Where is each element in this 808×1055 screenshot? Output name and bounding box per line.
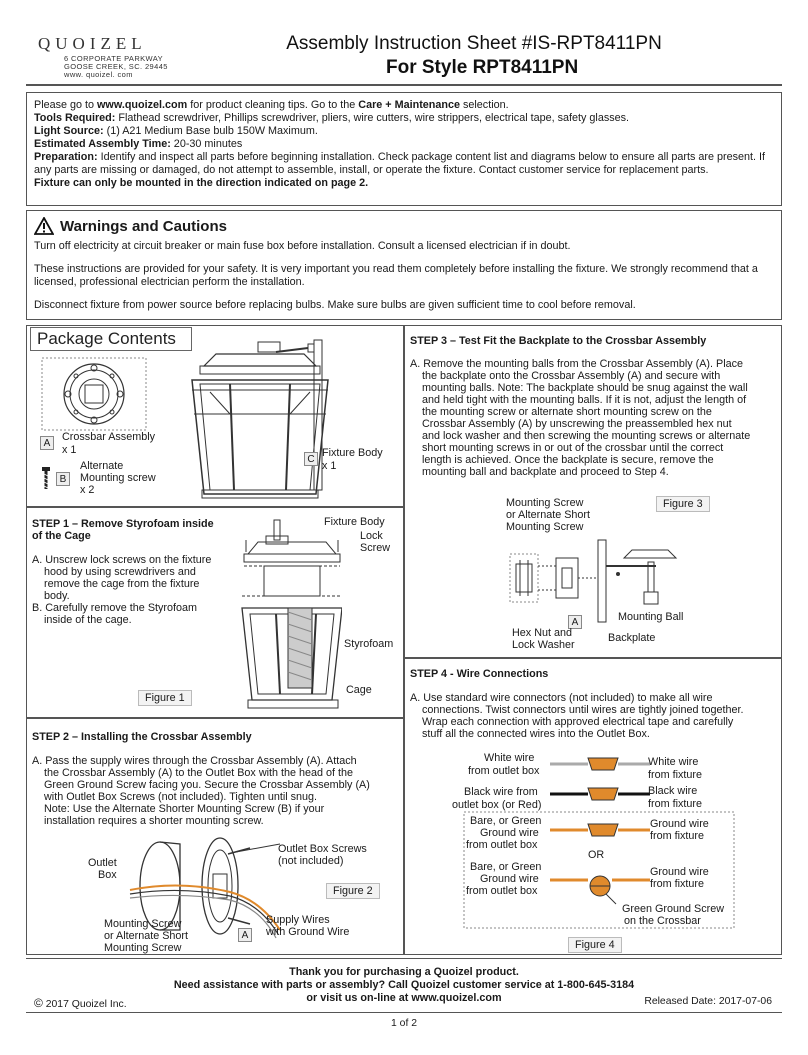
time-label: Estimated Assembly Time:: [34, 138, 171, 150]
step2-title: STEP 2 – Installing the Crossbar Assembly: [32, 731, 252, 743]
black-wire-fixture-label-1: Black wire: [648, 785, 698, 797]
step2-text-1: A. Pass the supply wires through the Crossbar Assembly (A). Attach: [32, 755, 357, 767]
black-wire-outlet-label-2: outlet box (or Red): [452, 799, 542, 811]
website-link[interactable]: www.quoizel.com: [97, 99, 188, 111]
ground2-outlet-label-1: Bare, or Green: [470, 861, 542, 873]
ground2-outlet-label-3: from outlet box: [466, 885, 538, 897]
step1-title-1: STEP 1 – Remove Styrofoam inside: [32, 518, 214, 530]
white-wire-fixture-label-1: White wire: [648, 756, 699, 768]
supply-wires-label-2: with Ground Wire: [266, 926, 350, 938]
step3-text-7: and lock washer and then screwing the mounting screws or alternate: [422, 430, 751, 442]
hex-nut-label-2: Lock Washer: [512, 639, 575, 651]
part-b-label-2: Mounting screw: [80, 472, 156, 484]
part-c-label: Fixture Body: [322, 447, 383, 459]
step1-text-a2: hood by using screwdrivers and: [44, 566, 196, 578]
ground2-fixture-label-1: Ground wire: [650, 866, 709, 878]
crossbar-assembly-illustration: [40, 356, 150, 436]
ground1-outlet-label-1: Bare, or Green: [470, 815, 542, 827]
figure-4-caption: Figure 4: [568, 937, 622, 953]
warning-text-2: These instructions are provided for your safety. It is very important you read them completely before installing the fixture. We strongly recommend that a licensed, professional electrician perform the installation.: [34, 263, 758, 288]
ground2-outlet-label-2: Ground wire: [480, 873, 539, 885]
green-ground-screw-label-2: on the Crossbar: [624, 915, 701, 927]
step3-text-6: Crossbar Assembly (A) by unscrewing the preassembled hex nut: [422, 418, 732, 430]
step2-part-a-letter: A: [238, 928, 252, 942]
time-line: [34, 138, 774, 151]
step4-text-2: connections. Twist connectors until wires are tightly joined together.: [422, 704, 744, 716]
prep-line: [34, 151, 774, 177]
figure-3-caption: Figure 3: [656, 496, 710, 512]
light-line: [34, 125, 774, 138]
ground1-fixture-label-1: Ground wire: [650, 818, 709, 830]
step4-text-1: A. Use standard wire connectors (not included) to make all wire: [410, 692, 713, 704]
part-b-qty: x 2: [80, 484, 95, 496]
cage-label: Cage: [346, 684, 372, 696]
care-post: selection.: [460, 99, 509, 111]
white-wire-outlet-label-1: White wire: [484, 752, 535, 764]
outlet-box-screws-label-1: Outlet Box Screws: [278, 843, 367, 855]
step3-text-10: mounting ball and backplate and proceed to Step 4.: [422, 466, 669, 478]
step2-text-2: the Crossbar Assembly (A) to the Outlet Box with the head of the: [44, 767, 354, 779]
ground1-outlet-label-2: Ground wire: [480, 827, 539, 839]
white-wire-outlet-label-2: from outlet box: [468, 765, 540, 777]
footer-visit: or visit us on-line at www.quoizel.com: [306, 992, 502, 1004]
warning-icon: [34, 217, 54, 235]
step1-text-b1: B. Carefully remove the Styrofoam: [32, 602, 198, 614]
part-c-letter: C: [304, 452, 318, 466]
step2-text-4: with Outlet Box Screws (not included). Tighten until snug.: [44, 791, 318, 803]
supply-wires-label-1: Supply Wires: [266, 914, 330, 926]
part-b-letter: B: [56, 472, 70, 486]
outlet-box-label-1: Outlet: [88, 857, 117, 869]
step3-title: STEP 3 – Test Fit the Backplate to the Crossbar Assembly: [410, 335, 707, 347]
mounting-screw-label-1: Mounting Screw: [506, 497, 584, 509]
tools-line: [34, 112, 774, 125]
styrofoam-label: Styrofoam: [344, 638, 394, 650]
care-section: Care + Maintenance: [358, 99, 460, 111]
step3-text-8: short mounting screws in or out of the crossbar until the correct: [422, 442, 724, 454]
page-subtitle: For Style RPT8411PN: [386, 57, 579, 78]
care-mid: for product cleaning tips. Go to the: [187, 99, 359, 111]
copyright-icon: ©: [34, 996, 43, 1010]
mounting-screw-label-1: Mounting Screw: [104, 918, 182, 930]
intro-box: [26, 92, 782, 206]
lock-screw-label-2: Screw: [360, 542, 390, 554]
warning-text-3: Disconnect fixture from power source before replacing bulbs. Make sure bulbs are given sufficient time to cool before removal.: [34, 299, 636, 311]
page-number: 1 of 2: [391, 1018, 417, 1029]
step1-text-a3: remove the cage from the fixture: [44, 578, 200, 590]
mounting-screw-label-3: Mounting Screw: [506, 521, 584, 533]
fixture-body-illustration: [186, 332, 332, 502]
mounting-ball-label: Mounting Ball: [618, 611, 684, 623]
figure-2-caption: Figure 2: [326, 883, 380, 899]
warnings-heading: [34, 217, 774, 235]
black-wire-outlet-label-1: Black wire from: [464, 786, 538, 798]
time-text: 20-30 minutes: [170, 138, 243, 150]
tools-text: Flathead screwdriver, Phillips screwdriver, pliers, wire cutters, wire strippers, electrical tape, safety glasses.: [115, 112, 630, 124]
direction-note: Fixture can only be mounted in the direction indicated on page 2.: [34, 177, 369, 189]
step3-text-2: the backplate onto the Crossbar Assembly (A) and secure with: [422, 370, 721, 382]
step2-text-3: Green Ground Screw facing you. Secure the Crossbar Assembly (A): [44, 779, 370, 791]
footer-thanks: Thank you for purchasing a Quoizel product.: [289, 966, 519, 978]
outlet-box-label-2: Box: [98, 869, 117, 881]
step4-text-4: stuff all the connected wires into the Outlet Box.: [422, 728, 650, 740]
footer-assistance: Need assistance with parts or assembly? Call Quoizel customer service at 1-800-645-3184: [173, 979, 635, 991]
mounting-screw-label-3: Mounting Screw: [104, 942, 182, 954]
address-line-1: 6 CORPORATE PARKWAY: [64, 54, 164, 63]
warnings-box: [26, 210, 782, 320]
part-b-label-1: Alternate: [80, 460, 124, 472]
hex-nut-label-1: Hex Nut and: [512, 627, 573, 639]
step4-title: STEP 4 - Wire Connections: [410, 668, 549, 680]
care-pre: Please go to: [34, 99, 98, 111]
lock-screw-label-1: Lock: [360, 530, 383, 542]
brand-website: www. quoizel. com: [64, 70, 133, 79]
part-c-qty: x 1: [322, 460, 337, 472]
step3-part-a-letter: A: [568, 615, 582, 629]
page-title: Assembly Instruction Sheet #IS-RPT8411PN: [286, 33, 662, 54]
step1-title-2: of the Cage: [32, 530, 91, 542]
brand-logo: QUOIZEL: [38, 34, 147, 53]
outlet-box-screws-label-2: (not included): [278, 855, 344, 867]
step3-text-4: and held tight with the mounting balls. If it is not, adjust the length of: [422, 394, 747, 406]
step1-text-a4: body.: [44, 590, 70, 602]
light-text: (1) A21 Medium Base bulb 150W Maximum.: [103, 125, 318, 137]
step2-text-5: Note: Use the Alternate Shorter Mounting Screw (B) if your: [44, 803, 325, 815]
figure-1-caption: Figure 1: [138, 690, 192, 706]
header-divider: [26, 84, 782, 86]
or-label: OR: [588, 849, 605, 861]
part-a-qty: x 1: [62, 444, 77, 456]
step3-text-3: mounting balls. Note: The backplate should be snug against the wall: [422, 382, 748, 394]
copyright-text: 2017 Quoizel Inc.: [45, 999, 127, 1010]
black-wire-fixture-label-2: from fixture: [648, 798, 702, 810]
warnings-title: Warnings and Cautions: [60, 217, 227, 235]
prep-text: Identify and inspect all parts before beginning installation. Check package content list and diagrams below to ensure all parts are present. If any parts are missing or damaged, do not attempt to assemble, install, or operate the fixture. Contact customer service for replacement parts.: [34, 151, 766, 176]
footer-divider: [26, 958, 782, 959]
step2-text-6: installation requires a shorter mounting screw.: [44, 815, 264, 827]
backplate-label: Backplate: [608, 632, 656, 644]
step1-text-b2: inside of the cage.: [44, 614, 132, 626]
styrofoam-removal-illustration: [238, 516, 342, 712]
part-a-letter: A: [40, 436, 54, 450]
package-contents-title: Package Contents: [30, 327, 192, 351]
ground2-fixture-label-2: from fixture: [650, 878, 704, 890]
prep-label: Preparation:: [34, 151, 98, 163]
step1-text-a1: A. Unscrew lock screws on the fixture: [32, 554, 212, 566]
part-a-label: Crossbar Assembly: [62, 431, 156, 443]
warning-text-1: Turn off electricity at circuit breaker or main fuse box before installation. Consult a licensed electrician if in doubt.: [34, 240, 571, 252]
footer-bottom-divider: [26, 1012, 782, 1013]
green-ground-screw-label-1: Green Ground Screw: [622, 903, 725, 915]
released-date: Released Date: 2017-07-06: [644, 996, 772, 1007]
tools-label: Tools Required:: [34, 112, 116, 124]
step3-text-9: length is achieved. Once the backplate is secure, remove the: [422, 454, 714, 466]
address-line-2: GOOSE CREEK, SC. 29445: [64, 62, 168, 71]
step4-text-3: Wrap each connection with approved electrical tape and carefully: [422, 716, 734, 728]
ground1-fixture-label-2: from fixture: [650, 830, 704, 842]
mounting-screw-label-2: or Alternate Short: [506, 509, 591, 521]
fixture-body-label: Fixture Body: [324, 516, 385, 528]
step3-text-5: the mounting screw or alternate short mounting screw on the: [422, 406, 712, 418]
white-wire-fixture-label-2: from fixture: [648, 769, 702, 781]
ground1-outlet-label-3: from outlet box: [466, 839, 538, 851]
copyright: [34, 996, 127, 1010]
mounting-screw-label-2: or Alternate Short: [104, 930, 189, 942]
care-line: [34, 99, 774, 112]
mounting-screw-icon: [40, 466, 52, 492]
light-label: Light Source:: [34, 125, 104, 137]
step3-text-1: A. Remove the mounting balls from the Crossbar Assembly (A). Place: [410, 358, 744, 370]
